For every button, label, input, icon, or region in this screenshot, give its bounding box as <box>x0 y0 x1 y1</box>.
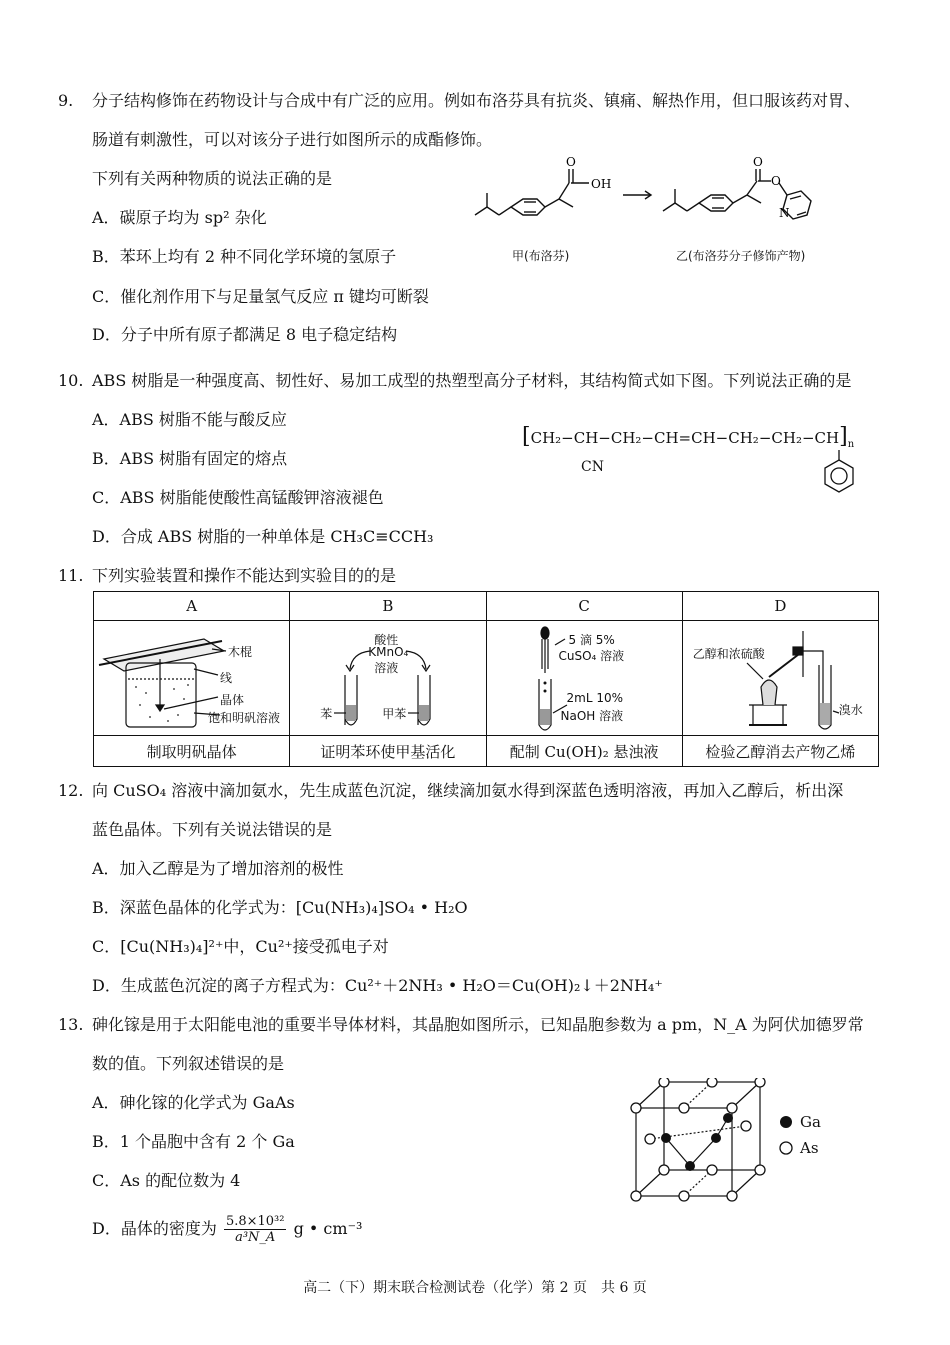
q11-purpose-a: 制取明矾晶体 <box>94 736 290 767</box>
q11-header-c: C <box>486 592 682 621</box>
q12-option-d: D．生成蓝色沉淀的离子方程式为：Cu²⁺＋2NH₃ • H₂O＝Cu(OH)₂↓＋2NH₄⁺ <box>92 976 663 995</box>
q9-atom-o-3: O <box>771 174 781 188</box>
q9-caption-yi: 乙(布洛芬分子修饰产物) <box>676 249 806 263</box>
q11-a-label-stick: 木棍 <box>228 645 253 659</box>
q12-option-c: C．[Cu(NH₃)₄]²⁺中，Cu²⁺接受孤电子对 <box>92 937 389 956</box>
q11-d-label-reagents: 乙醇和浓硫酸 <box>692 647 765 661</box>
q10-option-a: A．ABS 树脂不能与酸反应 <box>92 410 287 429</box>
q10-stem: 10. ABS 树脂是一种强度高、韧性好、易加工成型的热塑型高分子材料，其结构简式如下图。下列说法正确的是 <box>58 371 852 390</box>
q13-stem-line1: 13. 砷化镓是用于太阳能电池的重要半导体材料，其晶胞如图所示，已知晶胞参数为 a pm，N_A 为阿伏加德罗常 <box>58 1015 864 1034</box>
q11-apparatus-a <box>94 621 290 736</box>
q9-stem-line1: 9. 分子结构修饰在药物设计与合成中有广泛的应用。例如布洛芬具有抗炎、镇痛、解热作用，但口服该药对胃、 <box>58 91 861 110</box>
q11-header-d: D <box>682 592 878 621</box>
q12-option-b: B．深蓝色晶体的化学式为：[Cu(NH₃)₄]SO₄ • H₂O <box>92 898 468 917</box>
q9-atom-n: N <box>779 206 790 220</box>
q11-header-b: B <box>290 592 486 621</box>
q11-purpose-d: 检验乙醇消去产物乙烯 <box>682 736 878 767</box>
q12-option-a: A．加入乙醇是为了增加溶剂的极性 <box>92 859 344 878</box>
q11-apparatus-b <box>290 621 486 736</box>
q10-benzene-ring <box>818 450 860 500</box>
q11-c-label-5drops: 5 滴 5% <box>568 633 615 647</box>
q13-density-numerator: 5.8×10³² <box>225 1214 285 1229</box>
q9-question: 下列有关两种物质的说法正确的是 <box>92 169 333 188</box>
q11-b-label-acidic: 酸性 <box>374 633 399 647</box>
q11-b-label-toluene: 甲苯 <box>382 707 407 721</box>
q13-option-a: A．砷化镓的化学式为 GaAs <box>92 1093 295 1112</box>
q11-header-a: A <box>94 592 290 621</box>
q9-atom-o-2: O <box>753 155 763 169</box>
q12-stem-line2: 蓝色晶体。下列有关说法错误的是 <box>92 820 333 839</box>
q9-option-c: C．催化剂作用下与足量氢气反应 π 键均可断裂 <box>92 287 429 306</box>
q11-stem: 11. 下列实验装置和操作不能达到实验目的的是 <box>58 566 397 585</box>
q13-option-c: C．As 的配位数为 4 <box>92 1171 241 1190</box>
q11-b-label-benzene: 苯 <box>320 707 333 721</box>
q11-c-label-2ml: 2mL 10% <box>566 691 623 705</box>
q9-option-d: D．分子中所有原子都满足 8 电子稳定结构 <box>92 325 398 344</box>
q13-density-denominator: a³N_A <box>235 1230 276 1245</box>
q13-legend-as: As <box>800 1139 819 1157</box>
q12-stem-line1: 12. 向 CuSO₄ 溶液中滴加氨水，先生成蓝色沉淀，继续滴加氨水得到深蓝色透明溶液，再加入乙醇后，析出深 <box>58 781 844 800</box>
q13-unit-cell <box>628 1078 778 1202</box>
q9-stem-line2: 肠道有刺激性，可以对该分子进行如图所示的成酯修饰。 <box>92 130 493 149</box>
q11-a-label-thread: 线 <box>220 671 233 685</box>
q11-b-label-kmno4: KMnO₄ <box>368 645 409 659</box>
page-footer: 高二（下）期末联合检测试卷（化学）第 2 页 共 6 页 <box>303 1280 647 1296</box>
q10-polymer-formula: $[CH_2-CH-CH_2-CH=CH-CH_2-CH_2-CH]_n$ <box>522 424 855 450</box>
q13-option-d: D．晶体的密度为 $\frac{\text{5.8×10³²}}{\text{a³N\_A}}$ g • cm⁻³ <box>92 1214 363 1245</box>
q11-b-label-solution: 溶液 <box>374 661 399 675</box>
q11-experiment-table <box>93 591 879 767</box>
q11-purpose-c: 配制 Cu(OH)₂ 悬浊液 <box>486 736 682 767</box>
q11-apparatus-c <box>486 621 682 736</box>
q10-option-d: D．合成 ABS 树脂的一种单体是 CH₃C≡CCH₃ <box>92 527 434 546</box>
q13-stem-line2: 数的值。下列叙述错误的是 <box>92 1054 285 1073</box>
q11-c-label-cuso4: CuSO₄ 溶液 <box>558 649 625 663</box>
q11-apparatus-d <box>682 621 878 736</box>
q11-c-label-naoh: NaOH 溶液 <box>560 709 624 723</box>
q11-purpose-b: 证明苯环使甲基活化 <box>290 736 486 767</box>
q13-option-b: B．1 个晶胞中含有 2 个 Ga <box>92 1132 295 1151</box>
q11-d-label-bromine-water: 溴水 <box>838 703 863 717</box>
q11-a-label-solution: 饱和明矾溶液 <box>208 711 281 725</box>
q9-option-a: A．碳原子均为 sp² 杂化 <box>92 208 267 227</box>
q9-caption-jia: 甲(布洛芬) <box>512 249 570 263</box>
q9-atom-oh: OH <box>591 177 612 191</box>
q10-option-b: B．ABS 树脂有固定的熔点 <box>92 449 288 468</box>
q11-a-label-crystal: 晶体 <box>220 693 245 707</box>
q10-cn-group: CN <box>581 459 604 475</box>
q9-option-b: B．苯环上均有 2 种不同化学环境的氢原子 <box>92 247 397 266</box>
q13-legend-markers <box>778 1114 794 1158</box>
q13-legend-ga: Ga <box>800 1113 821 1131</box>
q9-atom-o-1: O <box>566 155 576 169</box>
q10-option-c: C．ABS 树脂能使酸性高锰酸钾溶液褪色 <box>92 488 384 507</box>
